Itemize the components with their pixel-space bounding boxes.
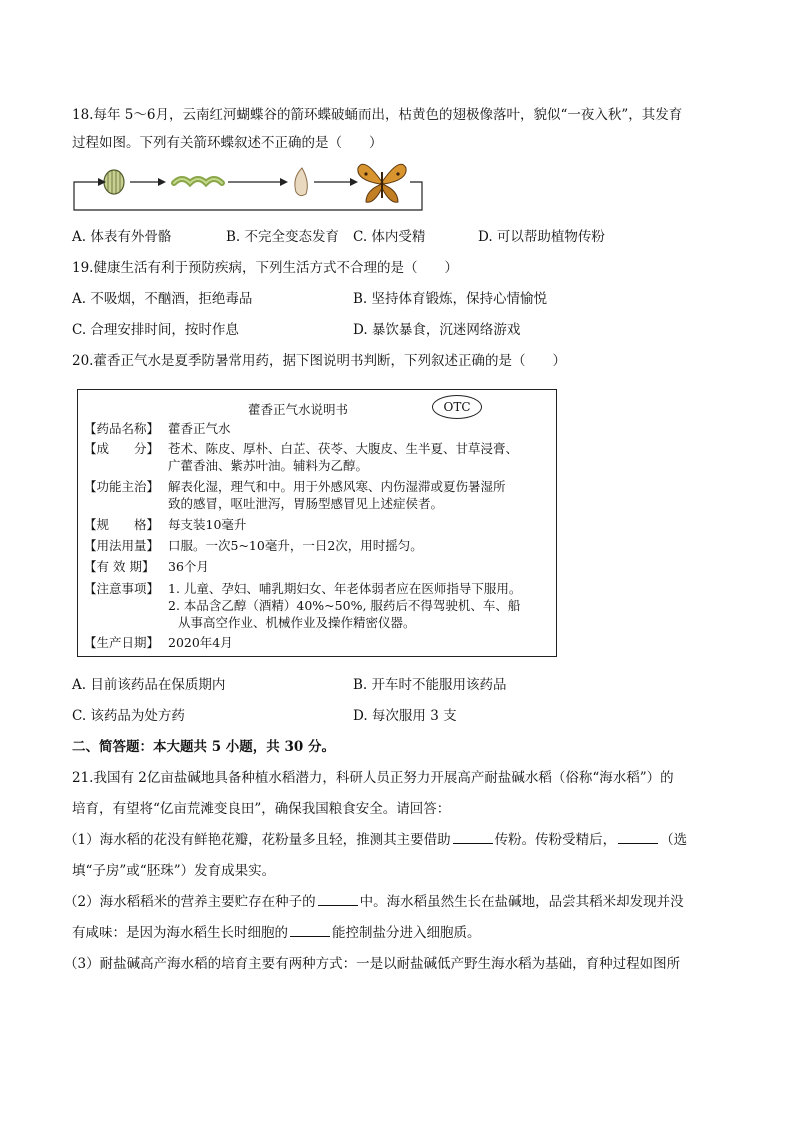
q20-option-d: D. 每次服用 3 支 bbox=[353, 708, 457, 724]
answer-blank-4[interactable] bbox=[290, 924, 330, 937]
q20-option-b: B. 开车时不能服用该药品 bbox=[353, 677, 507, 693]
manual-row-date: 【生产日期】 2020年4月 bbox=[84, 635, 233, 650]
section-2-heading: 二、简答题：本大题共 5 小题，共 30 分。 bbox=[72, 739, 335, 755]
manual-row-notes: 【注意事项】 1. 儿童、孕妇、哺乳期妇女、年老体弱者应在医师指导下服用。 bbox=[84, 581, 522, 596]
medicine-instruction-box bbox=[77, 389, 557, 657]
q21-part2-line2: 有咸味：是因为海水稻生长时细胞的 能控制盐分进入细胞质。 bbox=[72, 925, 481, 941]
q21-part3-line1: （3）耐盐碱高产海水稻的培育主要有两种方式：一是以耐盐碱低产野生海水稻为基础，育种过程如图所 bbox=[64, 956, 681, 972]
manual-row-name: 【药品名称】 藿香正气水 bbox=[84, 421, 231, 436]
manual-composition-cont: 广藿香油、紫苏叶油。辅料为乙醇。 bbox=[168, 458, 369, 473]
q21-intro-line2: 培育，有望将“亿亩荒滩变良田”，确保我国粮食安全。请回答： bbox=[72, 801, 451, 817]
butterfly-illustration bbox=[358, 164, 406, 202]
larva-illustration bbox=[174, 179, 222, 183]
egg-illustration bbox=[104, 170, 124, 194]
q20-stem: 20.藿香正气水是夏季防暑常用药，据下图说明书判断，下列叙述正确的是（ ） bbox=[72, 353, 566, 369]
q21-intro-line1: 21.我国有 2亿亩盐碱地具备种植水稻潜力，科研人员正努力开展高产耐盐碱水稻（俗称“海水稻”）的 bbox=[72, 770, 674, 786]
q19-option-a: A. 不吸烟，不酗酒，拒绝毒品 bbox=[72, 291, 253, 307]
manual-row-spec: 【规 格】 每支装10毫升 bbox=[84, 517, 247, 532]
q21-part2-line1: （2）海水稻稻米的营养主要贮存在种子的 中。海水稻虽然生长在盐碱地，品尝其稻米却发现并没 bbox=[64, 894, 684, 910]
q18-option-c: C. 体内受精 bbox=[353, 229, 426, 245]
q19-option-b: B. 坚持体育锻炼，保持心情愉悦 bbox=[353, 291, 548, 307]
q18-stem-line1: 18.每年 5～6月，云南红河蝴蝶谷的箭环蝶破蛹而出，枯黄色的翅极像落叶，貌似“一夜入秋”，其发育 bbox=[72, 107, 683, 123]
answer-blank-3[interactable] bbox=[318, 893, 358, 906]
q19-option-d: D. 暴饮暴食，沉迷网络游戏 bbox=[353, 322, 521, 338]
manual-title: 藿香正气水说明书 bbox=[248, 402, 349, 417]
answer-blank-1[interactable] bbox=[453, 831, 493, 844]
q21-part1-line2: 填“子房”或“胚珠”）发育成果实。 bbox=[72, 863, 276, 879]
q21-part1-line1: （1）海水稻的花没有鲜艳花瓣，花粉量多且轻，推测其主要借助 传粉。传粉受精后， （选 bbox=[64, 832, 688, 848]
q18-stem-line2: 过程如图。下列有关箭环蝶叙述不正确的是（ ） bbox=[72, 135, 383, 151]
q20-option-c: C. 该药品为处方药 bbox=[72, 708, 185, 724]
pupa-illustration bbox=[295, 168, 307, 196]
q19-stem: 19.健康生活有利于预防疾病，下列生活方式不合理的是（ ） bbox=[72, 260, 458, 276]
answer-blank-2[interactable] bbox=[618, 831, 658, 844]
manual-row-validity: 【有 效 期】 36个月 bbox=[84, 559, 209, 574]
manual-notes-cont-2: 从事高空作业、机械作业及操作精密仪器。 bbox=[178, 615, 416, 630]
q20-option-a: A. 目前该药品在保质期内 bbox=[72, 677, 226, 693]
manual-row-function: 【功能主治】 解表化湿，理气和中。用于外感风寒、内伤湿滞或夏伤暑湿所 bbox=[84, 479, 506, 494]
manual-function-cont: 致的感冒，呕吐泄泻，胃肠型感冒见上述症侯者。 bbox=[168, 496, 444, 511]
q19-option-c: C. 合理安排时间，按时作息 bbox=[72, 322, 239, 338]
butterfly-life-cycle-diagram bbox=[70, 160, 430, 216]
q18-option-d: D. 可以帮助植物传粉 bbox=[478, 229, 605, 245]
otc-badge: OTC bbox=[432, 395, 482, 419]
manual-row-composition: 【成 分】 苍术、陈皮、厚朴、白芷、茯苓、大腹皮、生半夏、甘草浸膏、 bbox=[84, 441, 519, 456]
q18-option-b: B. 不完全变态发育 bbox=[226, 229, 340, 245]
manual-row-usage: 【用法用量】 口服。一次5~10毫升，一日2次，用时摇匀。 bbox=[84, 538, 423, 553]
q18-option-a: A. 体表有外骨骼 bbox=[72, 229, 172, 245]
manual-notes-cont-1: 2. 本品含乙醇（酒精）40%~50%, 服药后不得驾驶机、车、船 bbox=[168, 598, 521, 613]
